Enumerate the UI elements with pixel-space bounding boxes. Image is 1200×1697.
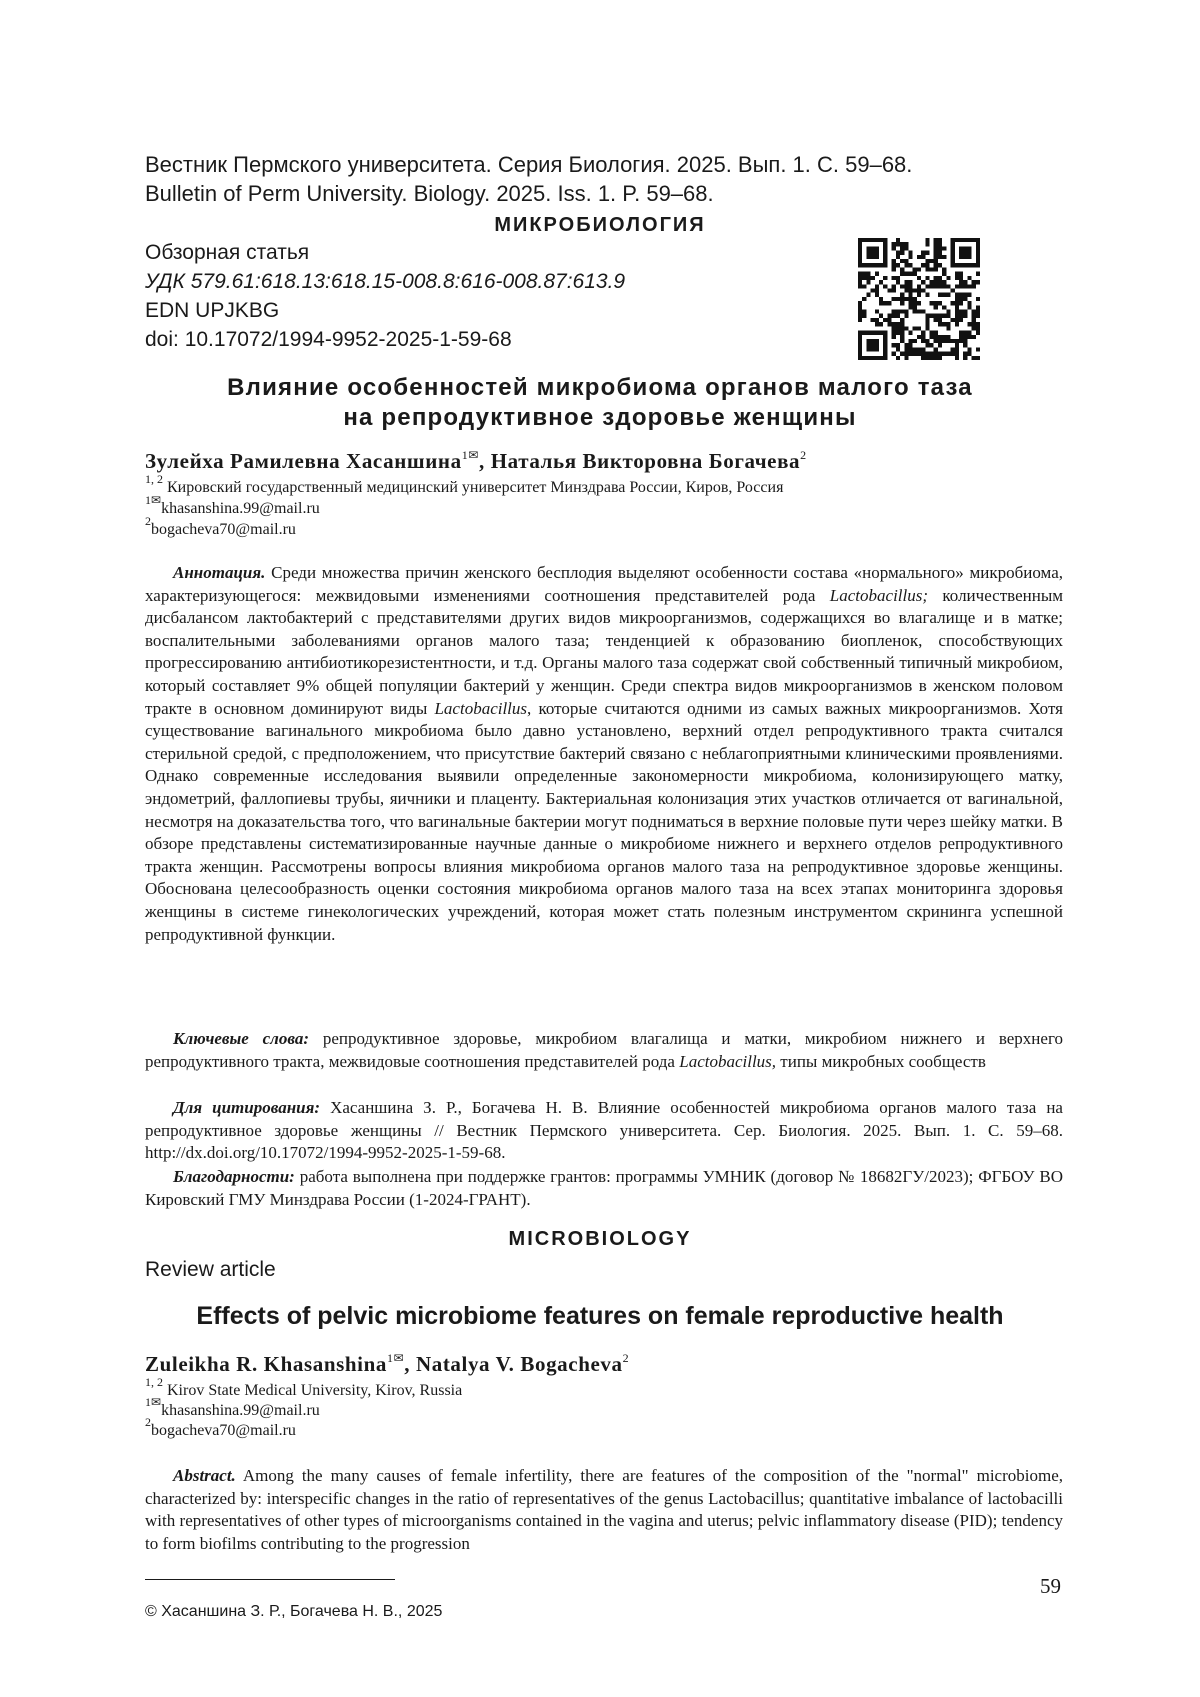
author-2-name: Наталья Викторовна Богачева — [491, 449, 800, 473]
abstract-text-3: , которые считаются одними из самых важных микроорганизмов. Хотя существование вагинального микробиома было давно установлено, верхний отдел репродуктивного тракта считался стерильной средой, с предположением, что присутствие бактерий связано с неблагоприятными клиническими проявлениями. Однако современные исследования выявили определенные закономерности микробиома, колонизирующего матку, эндометрий, фаллопиевы трубы, яичники и плаценту. Бактериальная колонизация этих участков отличается от вагинальной, несмотря на доказательства того, что вагинальные бактерии могут подниматься в верхние половые пути через шейку матки. В обзоре представлены систематизированные научные данные о микробиоме нижнего и верхнего отделов репродуктивного тракта женщин. Рассмотрены вопросы влияния микробиома органов малого таза на репродуктивное здоровье женщины. Обоснована целесообразность оценки состояния микробиома органов малого таза на всех этапах мониторинга здоровья женщины в системе гинекологических учреждений, которая может стать полезным инструментом скрининга успешной репродуктивной функции. — [145, 699, 1063, 944]
author-separator-en: , — [404, 1352, 416, 1376]
author-1-name-en: Zuleikha R. Khasanshina — [145, 1352, 387, 1376]
abstract-text-2: количественным дисбалансом лактобактерий с представителями других видов микроорганизмов, содержащихся во влагалище и в матке; воспалительными заболеваниями органов малого таза; тенденцией к образованию биопленок, способствующих прогрессированию антибиотикорезистентности, и т.д. Органы малого таза содержат свой собственный типичный микробиом, который составляет 9% общей популяции бактерий у женщин. Среди спектра видов микроорганизмов в женском половом тракте в основном доминируют виды — [145, 586, 1063, 718]
abstract-text-en: Among the many causes of female infertility, there are features of the composition of the "normal" microbiome, characterized by: interspecific changes in the ratio of representatives of the genus Lactobacillus; quantitative imbalance of lactobacilli with representatives of other types of microorganisms contained in the vagina and uterus; pelvic inflammatory disease (PID); tendency to form biofilms contributing to the progression — [145, 1466, 1063, 1553]
email-2-link-en[interactable]: bogacheva70@mail.ru — [151, 1422, 296, 1439]
article-title-en: Effects of pelvic microbiome features on female reproductive health — [0, 1302, 1200, 1331]
keywords-text-1: репродуктивное здоровье, микробиом влагалища и матки, микробиом нижнего и верхнего репродуктивного тракта, межвидовые соотношения представителей рода — [145, 1029, 1063, 1071]
keywords-text-2: типы микробных сообществ — [776, 1052, 986, 1071]
article-type-en: Review article — [145, 1258, 276, 1282]
journal-citation-en: Bulletin of Perm University. Biology. 2025. Iss. 1. P. 59–68. — [145, 181, 714, 207]
email-author-1-en — [145, 1402, 320, 1420]
email-author-1-ru — [145, 500, 320, 518]
section-heading-ru: МИКРОБИОЛОГИЯ — [0, 214, 1200, 237]
abstract-genus-1: Lactobacillus; — [830, 586, 928, 605]
abstract-genus-2: Lactobacillus — [434, 699, 527, 718]
affiliation-mark: 1, 2 — [145, 472, 163, 486]
affiliation-en — [145, 1382, 462, 1400]
author-1-mark-en: 1✉ — [387, 1351, 404, 1365]
author-2-mark: 2 — [800, 448, 807, 462]
article-type-ru: Обзорная статья — [145, 241, 309, 265]
email-2-mark: 2 — [145, 514, 151, 528]
citation-text: Хасаншина З. Р., Богачева Н. В. Влияние особенностей микробиома органов малого таза на репродуктивное здоровье женщины // Вестник Пермского университета. Сер. Биология. 2025. Вып. 1. С. 59–68. http://dx.doi.org/10.17072/1994-9952-2025-1-59-68. — [145, 1098, 1063, 1162]
author-1-mark: 1✉ — [462, 448, 479, 462]
abstract-label-en: Abstract. — [173, 1466, 236, 1485]
author-2-name-en: Natalya V. Bogacheva — [416, 1352, 623, 1376]
ack-text: работа выполнена при поддержке грантов: программы УМНИК (договор № 18682ГУ/2023); ФГБОУ ВО Кировский ГМУ Минздрава России (1-2024-ГРАНТ). — [145, 1167, 1063, 1209]
citation-label: Для цитирования: — [173, 1098, 320, 1117]
email-2-link[interactable]: bogacheva70@mail.ru — [151, 521, 296, 538]
authors-ru — [145, 449, 807, 474]
affiliation-text-en: Kirov State Medical University, Kirov, Russia — [163, 1382, 462, 1399]
author-separator: , — [479, 449, 491, 473]
keywords-label: Ключевые слова: — [173, 1029, 309, 1048]
author-1-name: Зулейха Рамилевна Хасаншина — [145, 449, 462, 473]
email-2-mark-en: 2 — [145, 1415, 151, 1429]
email-1-link[interactable]: khasanshina.99@mail.ru — [161, 500, 320, 517]
affiliation-text: Кировский государственный медицинский университет Минздрава России, Киров, Россия — [163, 479, 783, 496]
qr-code-icon[interactable] — [858, 238, 980, 360]
article-title-ru — [0, 373, 1200, 433]
doi-link[interactable]: doi: 10.17072/1994-9952-2025-1-59-68 — [145, 328, 512, 352]
abstract-text-1: Среди множества причин женского бесплодия выделяют особенности состава «нормального» микробиома, характеризующегося: межвидовыми изменениями соотношения представителей рода — [145, 563, 1063, 605]
abstract-en — [145, 1465, 1063, 1555]
copyright-notice: © Хасаншина З. Р., Богачева Н. В., 2025 — [145, 1603, 442, 1621]
acknowledgements-ru — [145, 1166, 1063, 1211]
affiliation-ru — [145, 479, 783, 497]
email-author-2-ru — [145, 521, 296, 539]
abstract-label: Аннотация. — [173, 563, 265, 582]
abstract-ru — [145, 562, 1063, 946]
section-heading-en: MICROBIOLOGY — [0, 1228, 1200, 1251]
email-1-mark-en: 1✉ — [145, 1395, 161, 1409]
email-1-mark: 1✉ — [145, 493, 161, 507]
journal-citation-ru: Вестник Пермского университета. Серия Биология. 2025. Вып. 1. С. 59–68. — [145, 152, 912, 178]
page-number: 59 — [1040, 1574, 1061, 1599]
keywords-genus: Lactobacillus, — [679, 1052, 776, 1071]
authors-en — [145, 1352, 629, 1377]
email-author-2-en — [145, 1422, 296, 1440]
author-2-mark-en: 2 — [623, 1351, 630, 1365]
citation-ru — [145, 1097, 1063, 1165]
edn-code: EDN UPJKBG — [145, 299, 279, 323]
udk-code: УДК 579.61:618.13:618.15-008.8:616-008.87:613.9 — [145, 270, 625, 294]
affiliation-mark-en: 1, 2 — [145, 1375, 163, 1389]
ack-label: Благодарности: — [173, 1167, 295, 1186]
title-ru-line-2: на репродуктивное здоровье женщины — [0, 403, 1200, 433]
keywords-ru — [145, 1028, 1063, 1073]
email-1-link-en[interactable]: khasanshina.99@mail.ru — [161, 1402, 320, 1419]
footnote-divider — [145, 1579, 395, 1580]
title-ru-line-1: Влияние особенностей микробиома органов малого таза — [0, 373, 1200, 403]
